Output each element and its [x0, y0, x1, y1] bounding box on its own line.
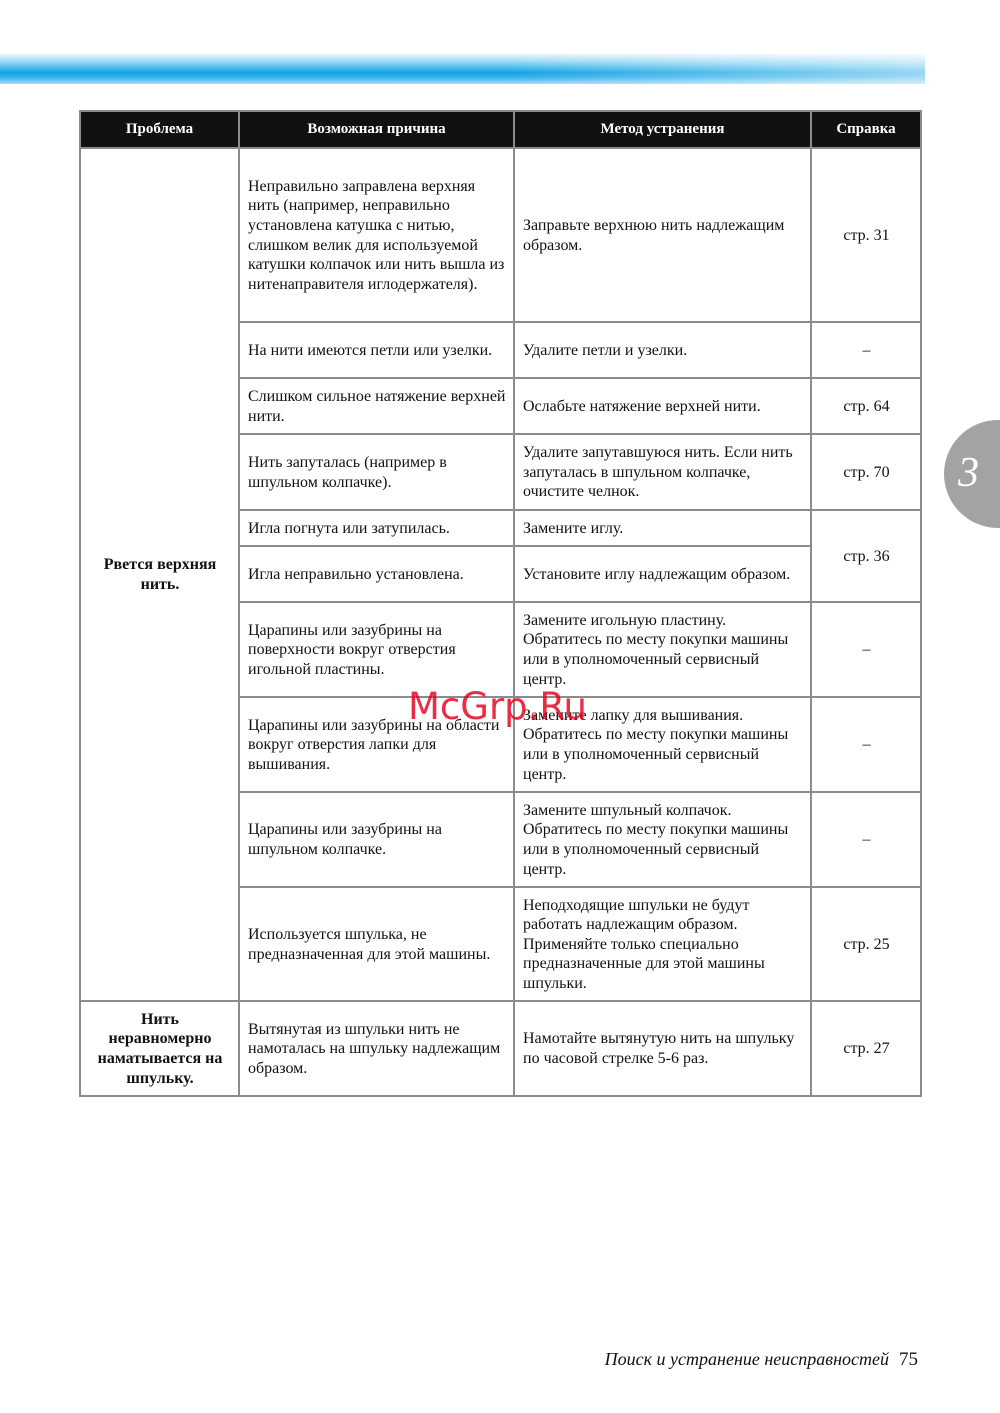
- header-gradient-band: [0, 54, 925, 84]
- column-header-cause: Возможная причина: [239, 111, 514, 148]
- reference-cell: стр. 25: [811, 887, 921, 1001]
- reference-cell: стр. 27: [811, 1001, 921, 1096]
- cause-cell: Игла погнута или затупилась.: [239, 510, 514, 546]
- reference-cell: стр. 70: [811, 434, 921, 510]
- remedy-cell: Замените шпульный колпачок. Обратитесь по месту покупки машины или в уполномоченный сервисный центр.: [514, 792, 811, 887]
- table-header-row: [80, 111, 921, 148]
- footer-section-title: Поиск и устранение неисправностей: [604, 1349, 889, 1369]
- reference-cell: –: [811, 322, 921, 378]
- page-number: 75: [899, 1349, 918, 1370]
- reference-cell: –: [811, 697, 921, 792]
- remedy-cell: Намотайте вытянутую нить на шпульку по часовой стрелке 5-6 раз.: [514, 1001, 811, 1096]
- remedy-cell: Неподходящие шпульки не будут работать надлежащим образом. Применяйте только специально предназначенные для этой машины шпульки.: [514, 887, 811, 1001]
- problem-cell: Нить неравномерно наматывается на шпульку.: [80, 1001, 239, 1096]
- cause-cell: Вытянутая из шпульки нить не намоталась на шпульку надлежащим образом.: [239, 1001, 514, 1096]
- reference-cell: стр. 64: [811, 378, 921, 434]
- reference-cell: стр. 36: [811, 510, 921, 602]
- cause-cell: Игла неправильно установлена.: [239, 546, 514, 602]
- cause-cell: Нить запуталась (например в шпульном колпачке).: [239, 434, 514, 510]
- cause-cell: Слишком сильное натяжение верхней нити.: [239, 378, 514, 434]
- column-header-reference: Справка: [811, 111, 921, 148]
- remedy-cell: Замените лапку для вышивания. Обратитесь по месту покупки машины или в уполномоченный сервисный центр.: [514, 697, 811, 792]
- cause-cell: Неправильно заправлена верхняя нить (например, неправильно установлена катушка с нитью, слишком велик для используемой катушки колпачок или нить вышла из нитенаправителя иглодержателя).: [239, 148, 514, 322]
- cause-cell: Царапины или зазубрины на поверхности вокруг отверстия игольной пластины.: [239, 602, 514, 697]
- cause-cell: Царапины или зазубрины на шпульном колпачке.: [239, 792, 514, 887]
- watermark: McGrp.Ru: [408, 685, 587, 728]
- cause-cell: На нити имеются петли или узелки.: [239, 322, 514, 378]
- remedy-cell: Заправьте верхнюю нить надлежащим образом.: [514, 148, 811, 322]
- troubleshooting-table: [79, 110, 922, 1097]
- cause-cell: Используется шпулька, не предназначенная для этой машины.: [239, 887, 514, 1001]
- remedy-cell: Удалите петли и узелки.: [514, 322, 811, 378]
- chapter-number: 3: [958, 450, 979, 496]
- remedy-cell: Ослабьте натяжение верхней нити.: [514, 378, 811, 434]
- reference-cell: –: [811, 602, 921, 697]
- reference-cell: стр. 31: [811, 148, 921, 322]
- remedy-cell: Удалите запутавшуюся нить. Если нить запуталась в шпульном колпачке, очистите челнок.: [514, 434, 811, 510]
- column-header-problem: Проблема: [80, 111, 239, 148]
- remedy-cell: Замените игольную пластину. Обратитесь по месту покупки машины или в уполномоченный сервисный центр.: [514, 602, 811, 697]
- problem-cell: Рвется верхняя нить.: [80, 148, 239, 1001]
- remedy-cell: Замените иглу.: [514, 510, 811, 546]
- reference-cell: –: [811, 792, 921, 887]
- table-row: [80, 148, 921, 322]
- page-footer: [605, 1346, 918, 1372]
- table-row: [80, 1001, 921, 1096]
- cause-cell: Царапины или зазубрины на области вокруг отверстия лапки для вышивания.: [239, 697, 514, 792]
- column-header-remedy: Метод устранения: [514, 111, 811, 148]
- remedy-cell: Установите иглу надлежащим образом.: [514, 546, 811, 602]
